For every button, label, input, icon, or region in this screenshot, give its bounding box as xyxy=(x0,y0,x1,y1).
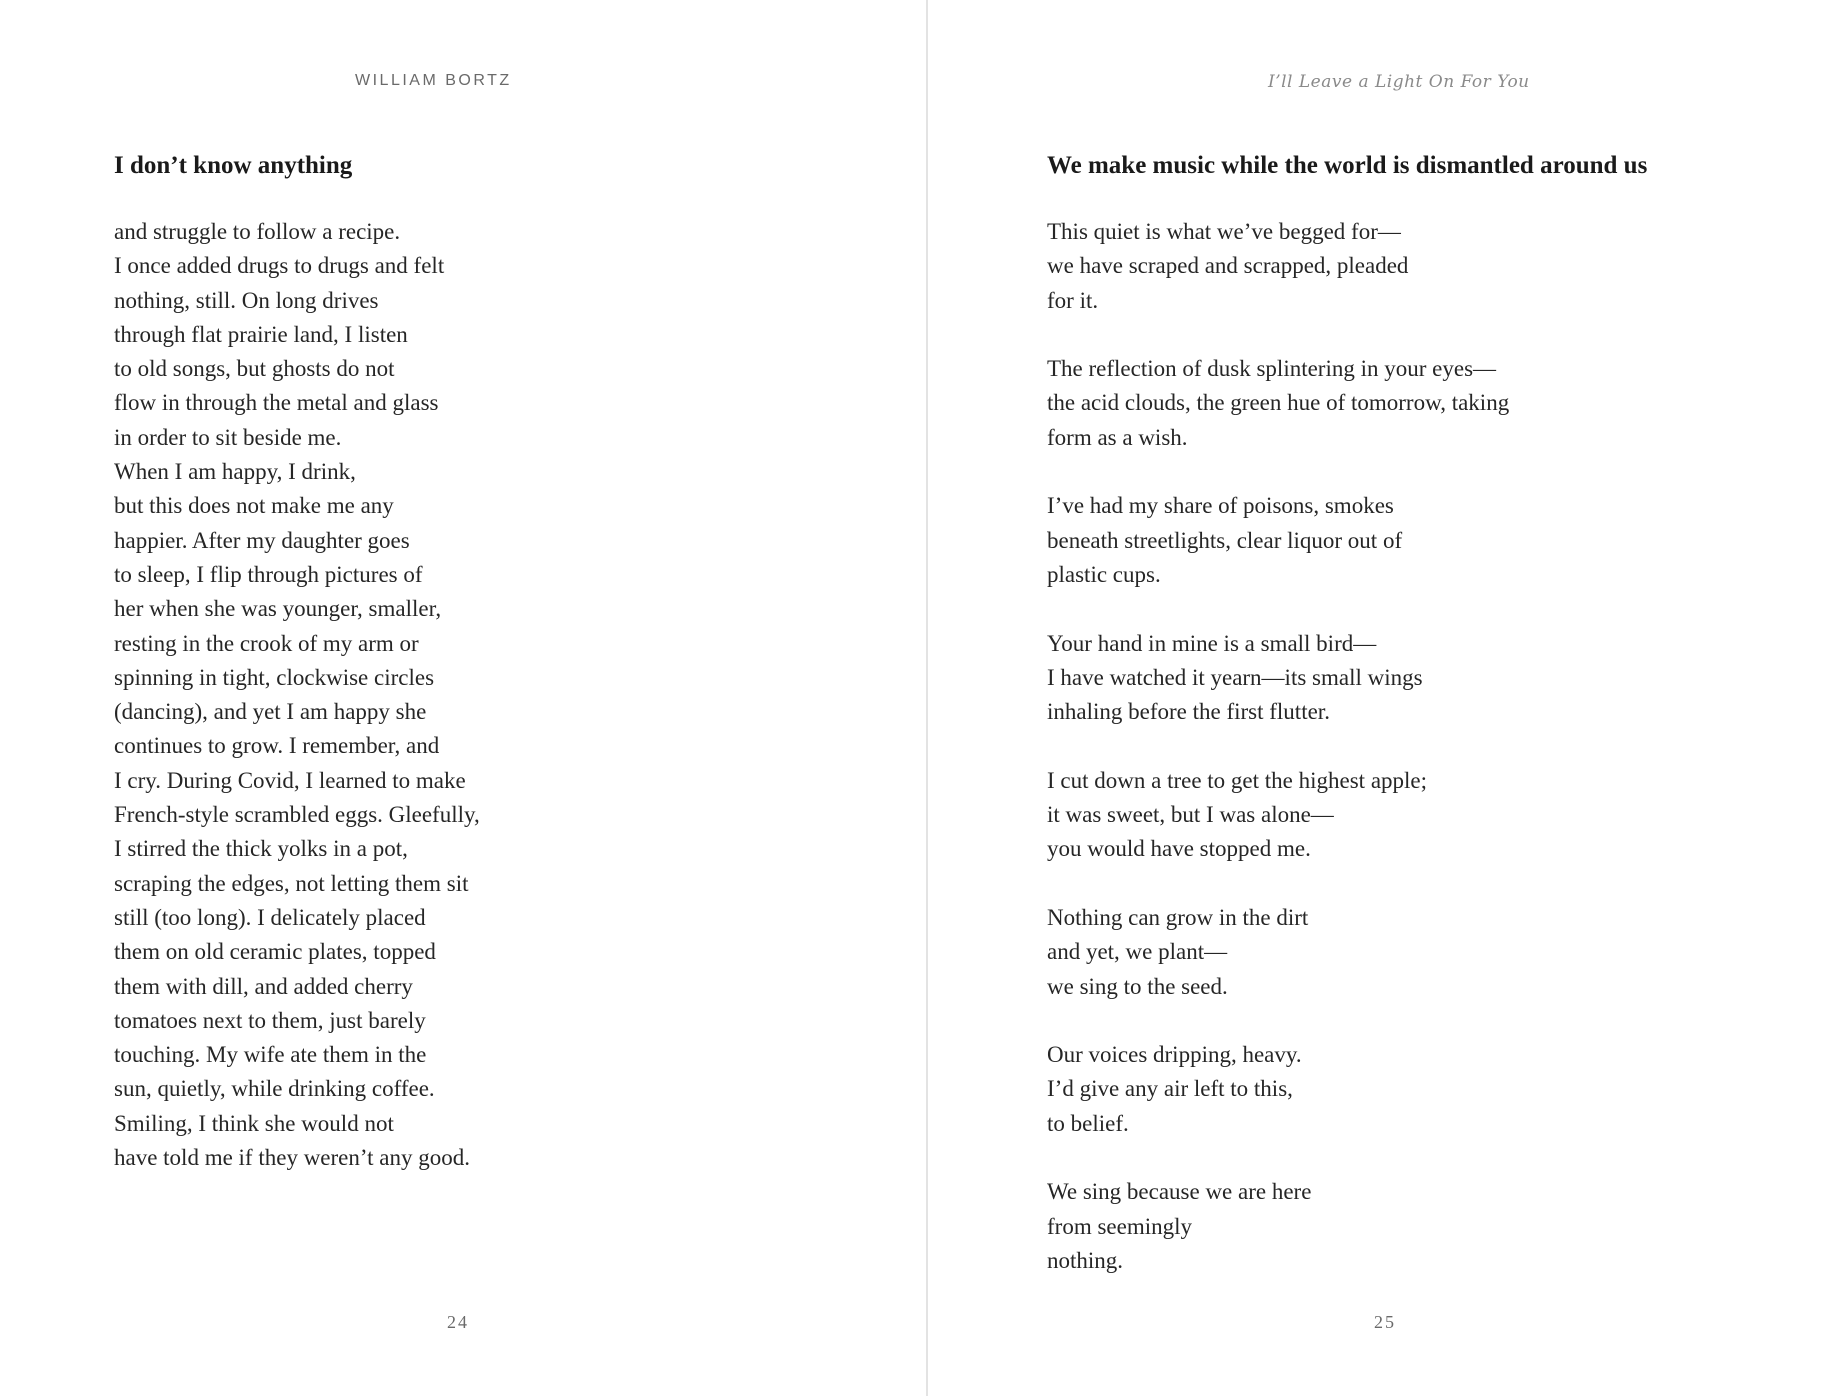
poem-line: we sing to the seed. xyxy=(1047,973,1228,999)
poem-line: (dancing), and yet I am happy she xyxy=(114,699,427,725)
poem-line: scraping the edges, not letting them sit xyxy=(114,870,469,896)
poem-line: This quiet is what we’ve begged for— xyxy=(1047,219,1401,244)
poem-line: we have scraped and scrapped, pleaded xyxy=(1047,253,1409,279)
poem-line: but this does not make me any xyxy=(114,493,394,519)
poem-title: We make music while the world is dismantled around us xyxy=(1047,152,1648,179)
poem-line: I have watched it yearn—its small wings xyxy=(1047,664,1423,690)
stanza xyxy=(1047,901,1509,1004)
poem-line: sun, quietly, while drinking coffee. xyxy=(114,1076,435,1102)
poem-line: happier. After my daughter goes xyxy=(114,527,410,553)
poem-title: I don’t know anything xyxy=(114,152,353,179)
poem-line: The reflection of dusk splintering in your eyes— xyxy=(1047,356,1497,382)
poem-line: I cut down a tree to get the highest apple; xyxy=(1047,767,1428,793)
stanza xyxy=(1047,352,1509,455)
poem-line: and yet, we plant— xyxy=(1047,939,1228,965)
stanza xyxy=(1047,215,1509,318)
poem-line: for it. xyxy=(1047,287,1099,313)
poem-line: in order to sit beside me. xyxy=(114,424,342,450)
poem-line: continues to grow. I remember, and xyxy=(114,733,440,759)
poem-line: them on old ceramic plates, topped xyxy=(114,939,436,965)
poem-line: and struggle to follow a recipe. xyxy=(114,219,401,244)
poem-line: the acid clouds, the green hue of tomorrow, taking xyxy=(1047,390,1510,416)
poem-line: Nothing can grow in the dirt xyxy=(1047,904,1309,930)
poem-line: to sleep, I flip through pictures of xyxy=(114,561,423,587)
poem-line: I’ve had my share of poisons, smokes xyxy=(1047,493,1394,519)
poem-line: from seemingly xyxy=(1047,1213,1192,1239)
poem-line: you would have stopped me. xyxy=(1047,836,1311,862)
running-head-book-title: I’ll Leave a Light On For You xyxy=(1268,72,1530,92)
poem-line: Smiling, I think she would not xyxy=(114,1110,394,1136)
poem-line: We sing because we are here xyxy=(1047,1179,1312,1205)
stanza xyxy=(1047,1038,1509,1141)
stanza xyxy=(1047,627,1509,730)
poem-line: Your hand in mine is a small bird— xyxy=(1047,630,1377,656)
stanza xyxy=(1047,1175,1509,1278)
poem-line: Our voices dripping, heavy. xyxy=(1047,1042,1302,1068)
poem-line: I’d give any air left to this, xyxy=(1047,1076,1293,1102)
poem-line: them with dill, and added cherry xyxy=(114,973,413,999)
poem-line: nothing. xyxy=(1047,1247,1124,1273)
poem-line: touching. My wife ate them in the xyxy=(114,1042,427,1068)
poem-line: still (too long). I delicately placed xyxy=(114,904,426,930)
poem-line: inhaling before the first flutter. xyxy=(1047,699,1330,725)
poem-body xyxy=(114,215,480,1175)
poem-line: form as a wish. xyxy=(1047,424,1188,450)
poem-line: resting in the crook of my arm or xyxy=(114,630,419,656)
page-number: 25 xyxy=(1374,1312,1396,1332)
poem-line: to old songs, but ghosts do not xyxy=(114,356,395,382)
poem-line: plastic cups. xyxy=(1047,561,1161,587)
poem-line: beneath streetlights, clear liquor out of xyxy=(1047,527,1403,553)
poem-line: tomatoes next to them, just barely xyxy=(114,1007,426,1033)
stanza xyxy=(1047,764,1509,867)
poem-line: I once added drugs to drugs and felt xyxy=(114,253,445,279)
poem-line: When I am happy, I drink, xyxy=(114,459,356,485)
poem-line: French-style scrambled eggs. Gleefully, xyxy=(114,802,480,828)
poem-line: I cry. During Covid, I learned to make xyxy=(114,767,466,793)
running-head-author: WILLIAM BORTZ xyxy=(355,72,512,89)
poem-line: flow in through the metal and glass xyxy=(114,390,439,416)
poem-line: it was sweet, but I was alone— xyxy=(1047,802,1334,828)
right-page xyxy=(928,0,1837,1396)
page-number: 24 xyxy=(447,1312,469,1332)
poem-body xyxy=(1047,215,1509,1278)
poem-line: I stirred the thick yolks in a pot, xyxy=(114,836,408,862)
poem-line: nothing, still. On long drives xyxy=(114,287,379,313)
poem-line: spinning in tight, clockwise circles xyxy=(114,664,435,690)
stanza xyxy=(114,215,480,1175)
poem-line: to belief. xyxy=(1047,1110,1129,1136)
stanza xyxy=(1047,489,1509,592)
poem-line: through flat prairie land, I listen xyxy=(114,321,408,347)
poem-line: have told me if they weren’t any good. xyxy=(114,1145,470,1171)
poem-line: her when she was younger, smaller, xyxy=(114,596,442,622)
